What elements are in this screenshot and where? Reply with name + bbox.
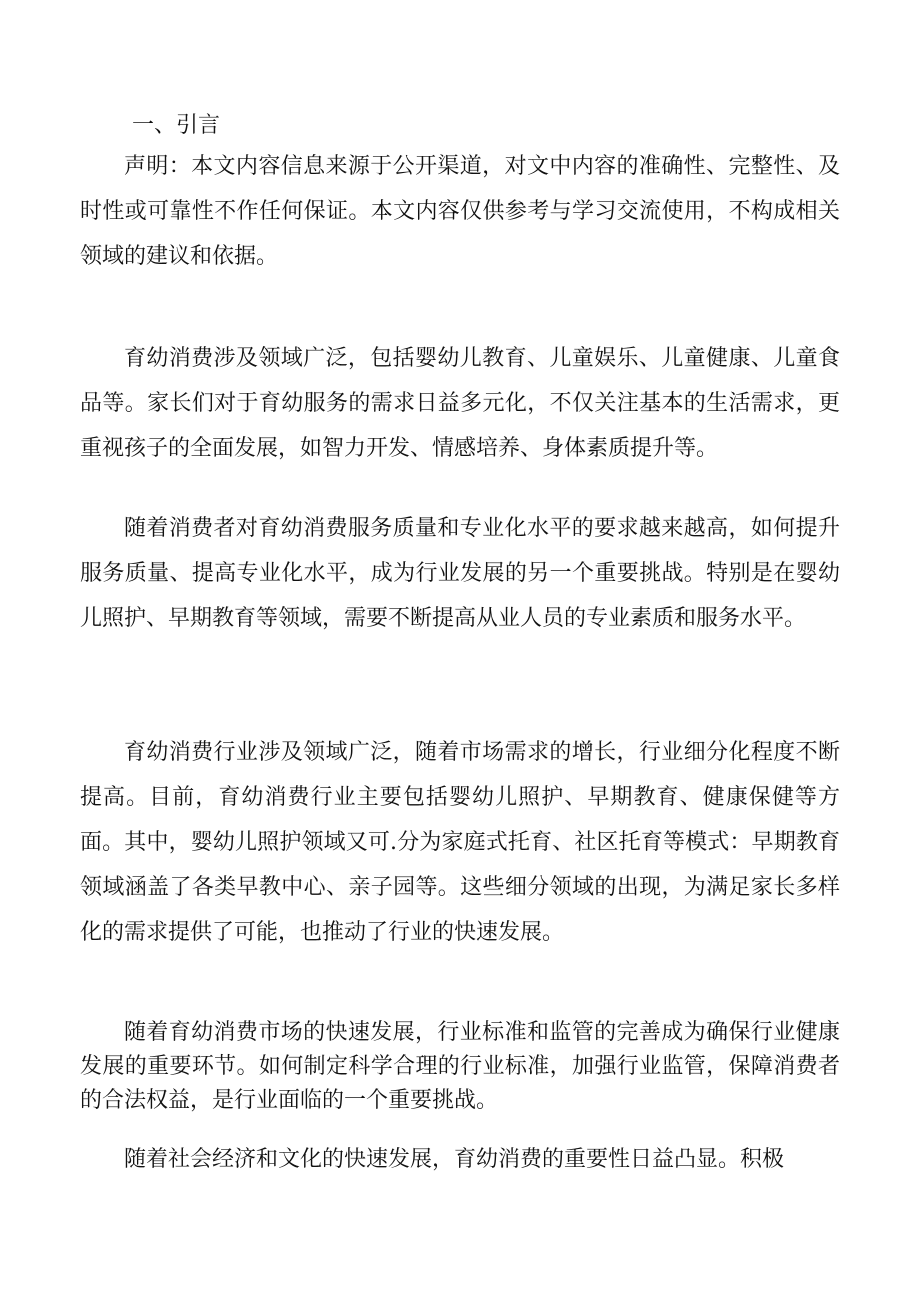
- disclaimer-paragraph: 声明：本文内容信息来源于公开渠道，对文中内容的准确性、完整性、及时性或可靠性不作任何保证。本文内容仅供参考与学习交流使用，不构成相关领域的建议和依据。: [80, 154, 840, 269]
- body-paragraph: 育幼消费行业涉及领域广泛，随着市场需求的增长，行业细分化程度不断提高。目前，育幼消费行业主要包括婴幼儿照护、早期教育、健康保健等方面。其中，婴幼儿照护领域又可.分为家庭式托育、社区托育等模式：早期教育领域涵盖了各类早教中心、亲子园等。这些细分领域的出现，为满足家长多样化的需求提供了可能，也推动了行业的快速发展。: [80, 740, 840, 945]
- body-paragraph: 随着消费者对育幼消费服务质量和专业化水平的要求越来越高，如何提升服务质量、提高专业化水平，成为行业发展的另一个重要挑战。特别是在婴幼儿照护、早期教育等领域，需要不断提高从业人员的专业素质和服务水平。: [80, 516, 840, 631]
- body-paragraph: 随着育幼消费市场的快速发展，行业标准和监管的完善成为确保行业健康发展的重要环节。如何制定科学合理的行业标准，加强行业监管，保障消费者的合法权益，是行业面临的一个重要挑战。: [80, 1020, 840, 1113]
- body-paragraph: 随着社会经济和文化的快速发展，育幼消费的重要性日益凸显。积极: [124, 1147, 785, 1172]
- section-heading: 一、引言: [132, 113, 221, 138]
- body-paragraph: 育幼消费涉及领域广泛，包括婴幼儿教育、儿童娱乐、儿童健康、儿童食品等。家长们对于育幼服务的需求日益多元化，不仅关注基本的生活需求，更重视孩子的全面发展，如智力开发、情感培养、身体素质提升等。: [80, 346, 840, 461]
